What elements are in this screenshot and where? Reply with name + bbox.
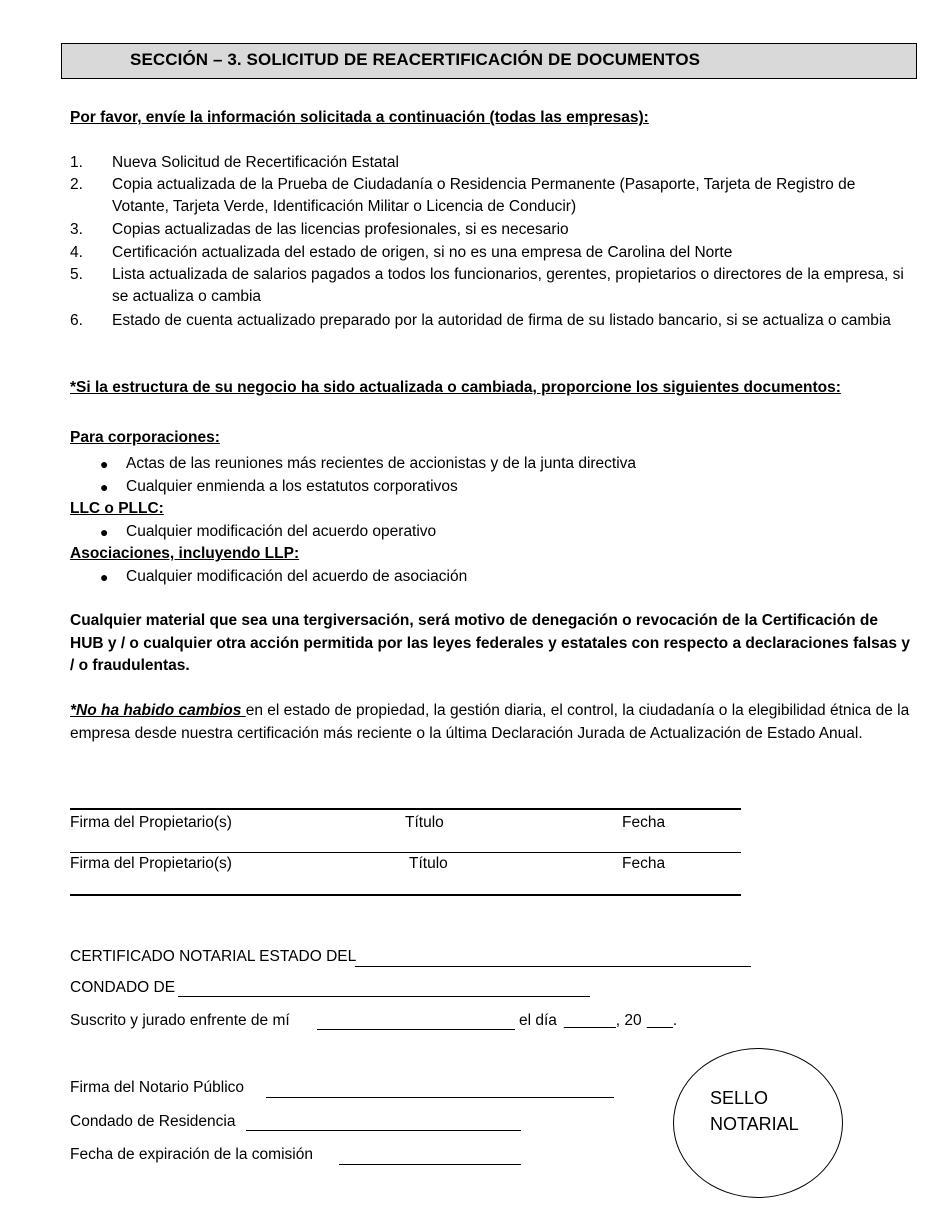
year-blank[interactable]: ___. — [647, 1012, 678, 1029]
expiration-field[interactable] — [339, 1164, 521, 1165]
no-changes-emphasis: *No ha habido cambios — [70, 702, 246, 719]
expiration-label: Fecha de expiración de la comisión — [70, 1146, 313, 1163]
no-changes-text: en el estado de propiedad, la gestión diaria, el control, la ciudadanía o la elegibilidad étnica de la empresa desde nuestra certificación más reciente o la última Declaración Jurada de Actualización de Estado Anual. — [70, 702, 910, 742]
notary-seal-text — [710, 1085, 799, 1137]
section-title: SECCIÓN – 3. SOLICITUD DE REACERTIFICACIÓN DE DOCUMENTOS — [130, 50, 701, 69]
llc-heading: LLC o PLLC: — [70, 500, 164, 517]
day-year-blank[interactable]: ______, 20 — [564, 1012, 642, 1029]
signature-line — [70, 852, 741, 853]
list-item: Copias actualizadas de las licencias profesionales, si es necesario — [112, 221, 569, 238]
partnerships-heading: Asociaciones, incluyendo LLP: — [70, 545, 300, 562]
bullet-icon: ● — [100, 569, 109, 585]
notary-state-field[interactable] — [355, 966, 751, 967]
residence-field[interactable] — [246, 1130, 521, 1131]
list-item: Cualquier modificación del acuerdo operativo — [126, 523, 437, 540]
date-label: Fecha — [622, 855, 666, 872]
list-item: Certificación actualizada del estado de origen, si no es una empresa de Carolina del Norte — [112, 244, 733, 261]
list-item: Copia actualizada de la Prueba de Ciudadanía o Residencia Permanente (Pasaporte, Tarjeta de Registro de Votante, Tarjeta Verde, Identificación Militar o Licencia de Conducir) — [112, 176, 856, 215]
list-number: 5. — [70, 266, 83, 283]
title-label: Título — [409, 855, 448, 872]
title-label: Título — [405, 814, 444, 831]
notary-county-field[interactable] — [178, 996, 590, 997]
list-number: 1. — [70, 154, 83, 171]
corporations-heading: Para corporaciones: — [70, 429, 220, 446]
notary-signature-field[interactable] — [266, 1097, 614, 1098]
residence-label: Condado de Residencia — [70, 1113, 236, 1130]
list-number: 4. — [70, 244, 83, 261]
list-item: Actas de las reuniones más recientes de accionistas y de la junta directiva — [126, 455, 637, 472]
warning-text: Cualquier material que sea una tergiversación, será motivo de denegación o revocación de la Certificación de HUB y / o cualquier otra acción permitida por las leyes federales y estatales con respecto a declaraciones falsas y / o fraudulentas. — [70, 612, 910, 674]
notary-state-label: CERTIFICADO NOTARIAL ESTADO DEL — [70, 948, 357, 965]
sworn-before-field[interactable] — [317, 1029, 515, 1030]
list-number: 6. — [70, 312, 83, 329]
signature-line — [70, 894, 741, 896]
notary-signature-label: Firma del Notario Público — [70, 1079, 245, 1096]
list-item: Cualquier modificación del acuerdo de asociación — [126, 568, 468, 585]
list-item: Estado de cuenta actualizado preparado por la autoridad de firma de su listado bancario, si se actualiza o cambia — [112, 312, 891, 329]
list-item: Nueva Solicitud de Recertificación Estatal — [112, 154, 399, 171]
list-number: 3. — [70, 221, 83, 238]
bullet-icon: ● — [100, 456, 109, 472]
no-changes-paragraph — [70, 700, 910, 745]
owner-signature-label: Firma del Propietario(s) — [70, 814, 232, 831]
day-label: el día — [519, 1012, 557, 1029]
sworn-label: Suscrito y jurado enfrente de mí — [70, 1012, 290, 1029]
list-number: 2. — [70, 176, 83, 193]
structure-heading: *Si la estructura de su negocio ha sido actualizada o cambiada, proporcione los siguientes documentos: — [70, 379, 841, 396]
owner-signature-label: Firma del Propietario(s) — [70, 855, 232, 872]
bullet-icon: ● — [100, 479, 109, 495]
notary-county-label: CONDADO DE — [70, 979, 176, 996]
seal-line-1: SELLO — [710, 1088, 769, 1108]
list-item: Cualquier enmienda a los estatutos corporativos — [126, 478, 458, 495]
signature-line — [70, 808, 741, 810]
bullet-icon: ● — [100, 524, 109, 540]
list-item: Lista actualizada de salarios pagados a todos los funcionarios, gerentes, propietarios o directores de la empresa, si se actualiza o cambia — [112, 266, 904, 305]
date-label: Fecha — [622, 814, 666, 831]
seal-line-2: NOTARIAL — [710, 1114, 799, 1134]
intro-heading: Por favor, envíe la información solicitada a continuación (todas las empresas): — [70, 109, 649, 126]
